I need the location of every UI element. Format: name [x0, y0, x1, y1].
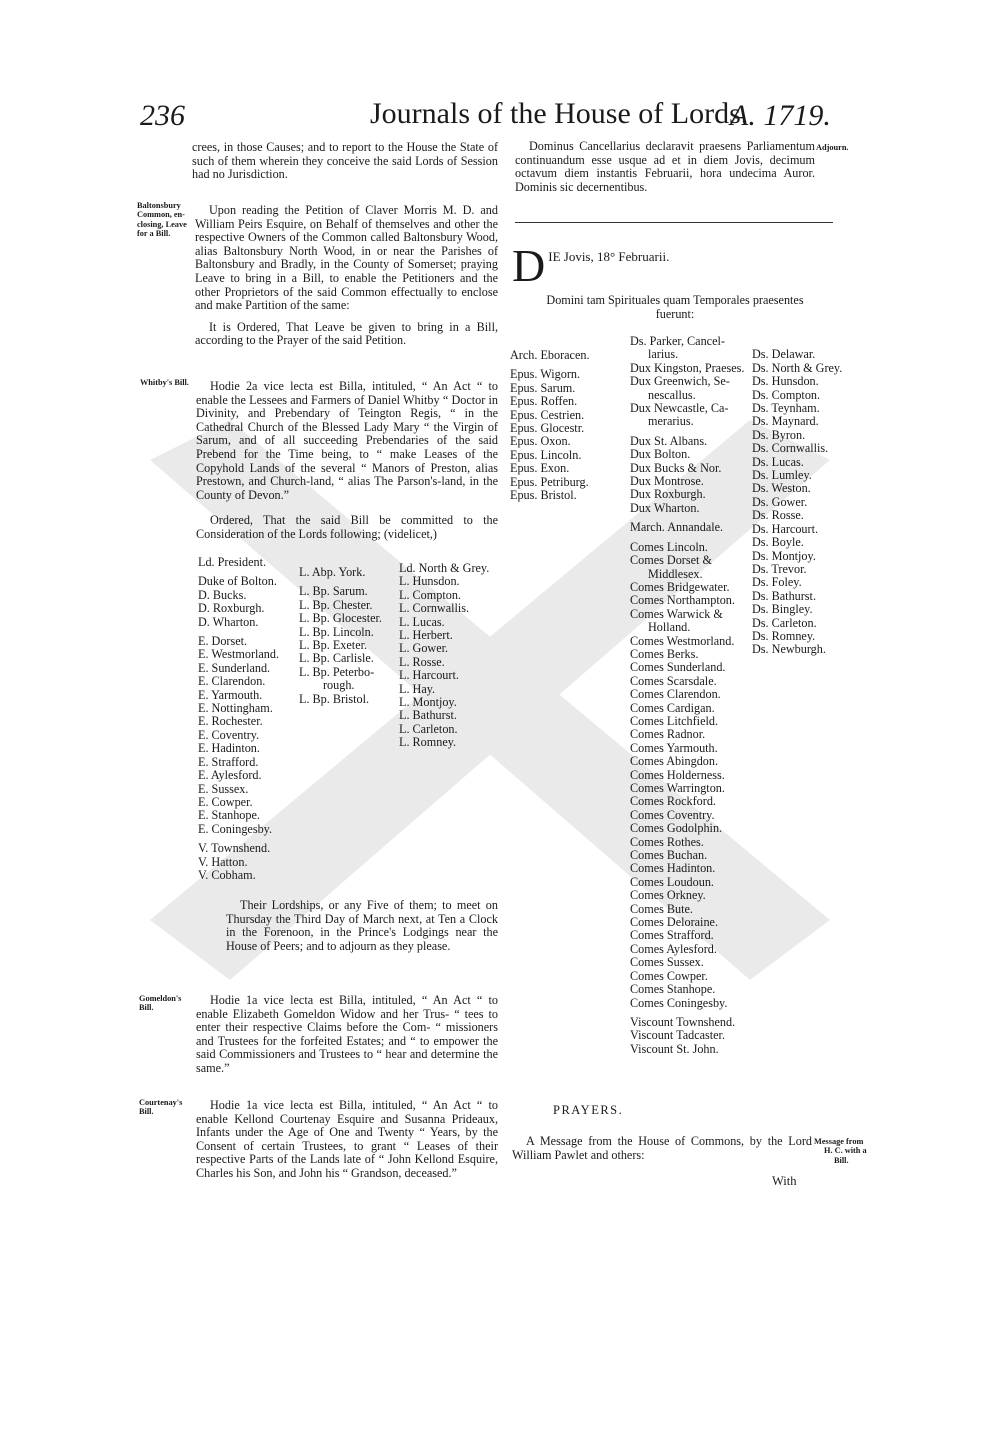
whitby-bill-text: Hodie 2a vice lecta est Billa, intituled, “ An Act “ to enable the Lessees and Farmers of Daniel Whitby “ Doctor in Divinity, and Prebendary of Teington Regis, “ in the Cathedral Church of the Blessed Lady Mary “ the Virgin of Sarum, and of all succeeding Prebendaries of the said Prebend for the Time being, to “ make Leases of the Copyhold Lands of the several “ Manors of Preston, alias Prestown, and Church-land, “ alias The Parson's-land, in the County of Devon.” Ordered, That the said Bill be committed to the Consideration of the Lords following; (videlicet,)	[196, 379, 498, 541]
margin-note-adjourn: Adjourn.	[816, 143, 849, 152]
gomeldon-bill-text: Hodie 1a vice lecta est Billa, intituled, “ An Act “ to enable Elizabeth Gomeldon Widow and her Trus- “ tees to enter their respective Claims before the Com- “ missioners and Trustees for the forfeited Estates; and “ to empower the said Commissioners and Trustees to “ hear and determine the same.”	[196, 993, 498, 1075]
barons-list: Ds. Delawar. Ds. North & Grey. Ds. Hunsdon. Ds. Compton. Ds. Teynham. Ds. Maynard. Ds. Byron. Ds. Cornwallis. Ds. Lucas. Ds. Lumley. Ds. Weston. Ds. Gower. Ds. Rosse. Ds. Harcourt. Ds. Boyle. Ds. Montjoy. Ds. Trevor. Ds. Foley. Ds. Bathurst. Ds. Bingley. Ds. Carleton. Ds. Romney. Ds. Newburgh.	[752, 347, 843, 657]
courtenay-bill-text: Hodie 1a vice lecta est Billa, intituled, “ An Act “ to enable Kellond Courtenay Esquire and Susanna Prideaux, Infants under the Age of One and Twenty “ Years, by the Consent of certain Trustees, to grant “ Leases of their respective Parts of the Lands late of “ John Kellond Esquire, Charles his Son, and John his “ Grandson, deceased.”	[196, 1098, 498, 1180]
margin-note-courtenay: Courtenay's Bill.	[139, 1098, 183, 1117]
page-year: A. 1719.	[730, 99, 831, 132]
catchword: With	[772, 1174, 797, 1188]
spiritual-lords-list: Arch. Eboracen. Epus. Wigorn. Epus. Sarum. Epus. Roffen. Epus. Cestrien. Epus. Glocestr. Epus. Oxon. Epus. Lincoln. Epus. Exon. Epus. Petriburg. Epus. Bristol.	[510, 348, 590, 503]
prayers-heading: PRAYERS.	[553, 1103, 624, 1117]
page-number: 236	[140, 99, 185, 132]
present-lords-heading: Domini tam Spirituales quam Temporales praesentes fuerunt:	[546, 293, 804, 321]
committee-list-earls: Ld. President. Duke of Bolton. D. Bucks. D. Roxburgh. D. Wharton. E. Dorset. E. Westmorland. E. Sunderland. E. Clarendon. E. Yarmouth. E. Nottingham. E. Rochester. E. Coventry. E. Hadinton. E. Strafford. E. Aylesford. E. Sussex. E. Cowper. E. Stanhope. E. Coningesby. V. Townshend. V. Hatton. V. Cobham.	[198, 555, 280, 882]
margin-note-baltonsbury: Baltonsbury Common, en- closing, Leave for a Bill.	[137, 201, 187, 239]
message-paragraph: A Message from the House of Commons, by the Lord William Pawlet and others:	[512, 1134, 812, 1162]
adjournment-paragraph: Dominus Cancellarius declaravit praesens Parliamentum continuandum esse usque ad et in diem Jovis, decimum octavum diem instantis Februarii, hora undecima Auror. Dominis sic decernentibus.	[515, 139, 815, 194]
session-date: D IE Jovis, 18° Februarii.	[512, 240, 670, 291]
page-header	[140, 95, 860, 135]
committee-list-bishops: L. Abp. York. L. Bp. Sarum. L. Bp. Chester. L. Bp. Glocester. L. Bp. Lincoln. L. Bp. Exeter. L. Bp. Carlisle. L. Bp. Peterbo- rough. L. Bp. Bristol.	[299, 565, 382, 706]
committee-list-barons: Ld. North & Grey. L. Hunsdon. L. Compton. L. Cornwallis. L. Lucas. L. Herbert. L. Gower. L. Rosse. L. Harcourt. L. Hay. L. Montjoy. L. Bathurst. L. Carleton. L. Romney.	[399, 561, 490, 750]
intro-paragraph: crees, in those Causes; and to report to the House the State of such of them wherein they conceive the said Lords of Session had no Jurisdiction.	[192, 140, 498, 182]
drop-cap: D	[512, 240, 546, 291]
margin-note-whitby: Whitby's Bill.	[140, 378, 189, 387]
margin-note-message: Message from H. C. with a Bill.	[814, 1137, 867, 1165]
margin-note-gomeldon: Gomeldon's Bill.	[139, 994, 182, 1013]
page-title: Journals of the House of Lords.	[370, 97, 749, 130]
whitby-order: Ordered, That the said Bill be committed to the Consideration of the Lords following; (videlicet,)	[196, 513, 498, 541]
temporal-lords-list: Ds. Parker, Cancel- larius. Dux Kingston, Praeses. Dux Greenwich, Se- nescallus. Dux Newcastle, Ca- merarius. Dux St. Albans. Dux Bolton. Dux Bucks & Nor. Dux Montrose. Dux Roxburgh. Dux Wharton. March. Annandale. Comes Lincoln. Comes Dorset & Middlesex. Comes Bridgewater. Comes Northampton. Comes Warwick & Holland. Comes Westmorland. Comes Berks. Comes Sunderland. Comes Scarsdale. Comes Clarendon. Comes Cardigan. Comes Litchfield. Comes Radnor. Comes Yarmouth. Comes Abingdon. Comes Holderness. Comes Warrington. Comes Rockford. Comes Coventry. Comes Godolphin. Comes Rothes. Comes Buchan. Comes Hadinton. Comes Loudoun. Comes Orkney. Comes Bute. Comes Deloraine. Comes Strafford. Comes Aylesford. Comes Sussex. Comes Cowper. Comes Stanhope. Comes Coningesby. Viscount Townshend. Viscount Tadcaster. Viscount St. John.	[630, 334, 745, 1056]
section-divider	[515, 222, 833, 223]
meeting-paragraph: Their Lordships, or any Five of them; to meet on Thursday the Third Day of March next, at Ten a Clock in the Forenoon, in the Prince's Lodgings near the House of Peers; and to adjourn as they please.	[226, 898, 498, 953]
baltonsbury-order: It is Ordered, That Leave be given to bring in a Bill, according to the Prayer of the said Petition.	[195, 319, 498, 348]
baltonsbury-petition: Upon reading the Petition of Claver Morris M. D. and William Peirs Esquire, on Behalf of themselves and other the respective Owners of the Common called Baltonsbury Wood, alias Baltonsbury North Wood, in or near the Parishes of Baltonsbury and Bradly, in the County of Somerset; praying Leave to bring in a Bill, to enable the Petitioners and the other Proprietors of the said Common effectually to enclose and make Partition of the same: It is Ordered, That Leave be given to bring in a Bill, according to the Prayer of the said Petition.	[195, 203, 498, 348]
